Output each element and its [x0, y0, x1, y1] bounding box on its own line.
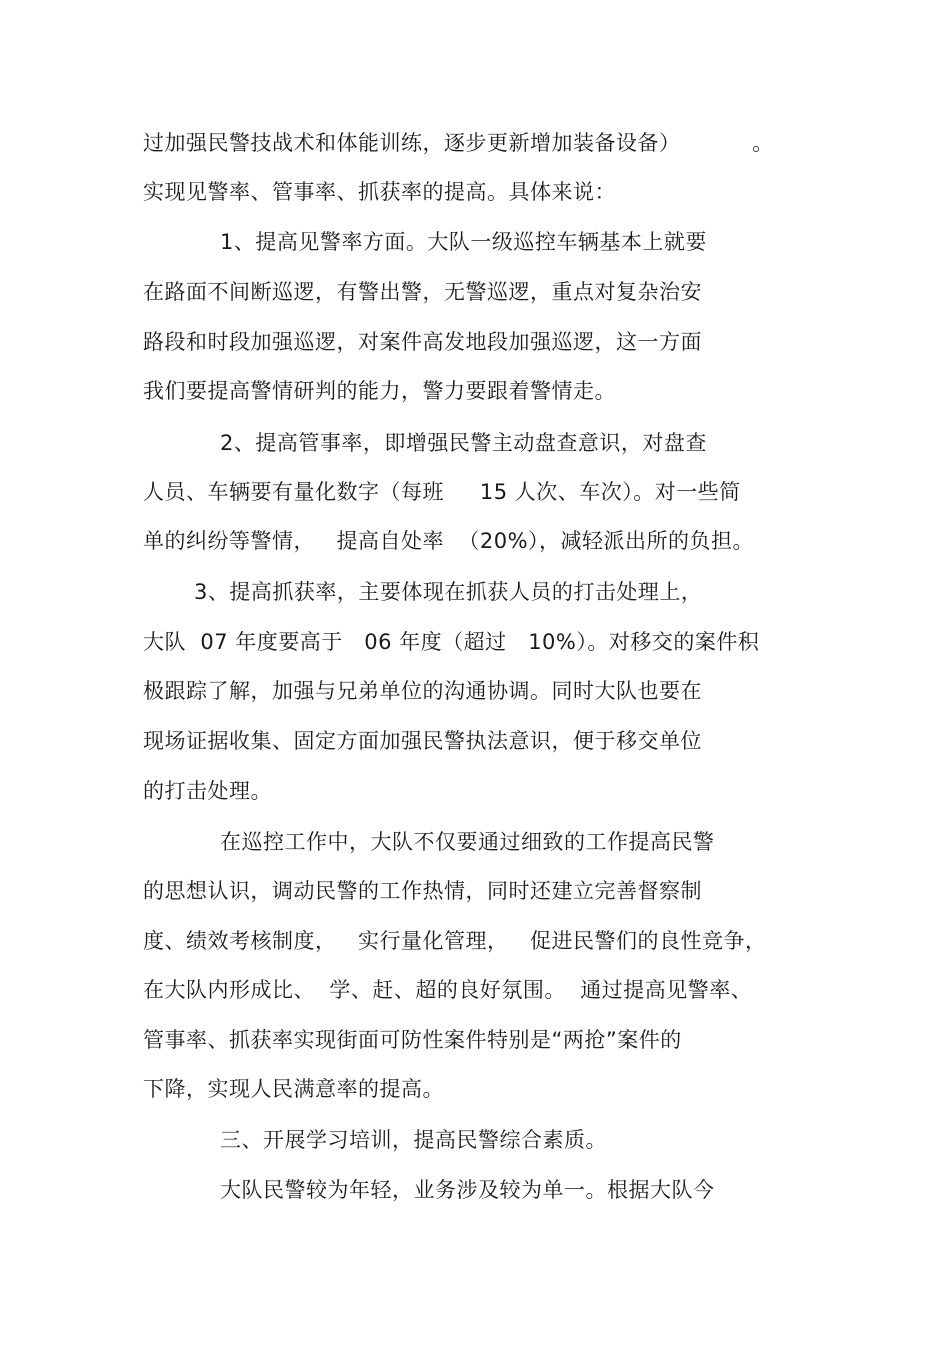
text-line-17: 度、绩效考核制度， 实行量化管理， 促进民警们的良性竞争， — [143, 929, 767, 953]
text-line-7: 2、提高管事率，即增强民警主动盘查意识，对盘查 — [220, 431, 707, 455]
text-line-16: 的思想认识，调动民警的工作热情，同时还建立完善督察制 — [143, 879, 702, 903]
text-line-1: 过加强民警技战术和体能训练，逐步更新增加装备设备） 。 — [143, 131, 774, 155]
text-line-9: 单的纠纷等警情， 提高自处率 （20%），减轻派出所的负担。 — [143, 529, 755, 553]
text-line-10: 3、提高抓获率，主要体现在抓获人员的打击处理上， — [194, 580, 703, 604]
text-line-11: 大队 07 年度要高于 06 年度（超过 10%）。对移交的案件积 — [143, 630, 760, 654]
text-line-12: 极跟踪了解，加强与兄弟单位的沟通协调。同时大队也要在 — [143, 679, 702, 703]
text-line-4: 在路面不间断巡逻，有警出警，无警巡逻，重点对复杂治安 — [143, 280, 702, 304]
text-line-20: 下降，实现人民满意率的提高。 — [143, 1077, 444, 1101]
text-line-6: 我们要提高警情研判的能力，警力要跟着警情走。 — [143, 379, 616, 403]
text-line-2: 实现见警率、管事率、抓获率的提高。具体来说： — [143, 180, 616, 204]
text-line-19: 管事率、抓获率实现街面可防性案件特别是“两抢”案件的 — [143, 1028, 682, 1052]
text-line-8: 人员、车辆要有量化数字（每班 15 人次、车次）。对一些简 — [143, 480, 741, 504]
text-line-13: 现场证据收集、固定方面加强民警执法意识，便于移交单位 — [143, 729, 702, 753]
text-line-15: 在巡控工作中，大队不仅要通过细致的工作提高民警 — [220, 830, 715, 854]
text-line-3: 1、提高见警率方面。大队一级巡控车辆基本上就要 — [220, 230, 707, 254]
text-line-18: 在大队内形成比、 学、赶、超的良好氛围。 通过提高见警率、 — [143, 978, 753, 1002]
text-line-22: 大队民警较为年轻，业务涉及较为单一。根据大队今 — [220, 1178, 715, 1202]
text-line-5: 路段和时段加强巡逻，对案件高发地段加强巡逻，这一方面 — [143, 330, 702, 354]
section-heading: 三、开展学习培训，提高民警综合素质。 — [220, 1128, 607, 1152]
text-line-14: 的打击处理。 — [143, 779, 272, 803]
